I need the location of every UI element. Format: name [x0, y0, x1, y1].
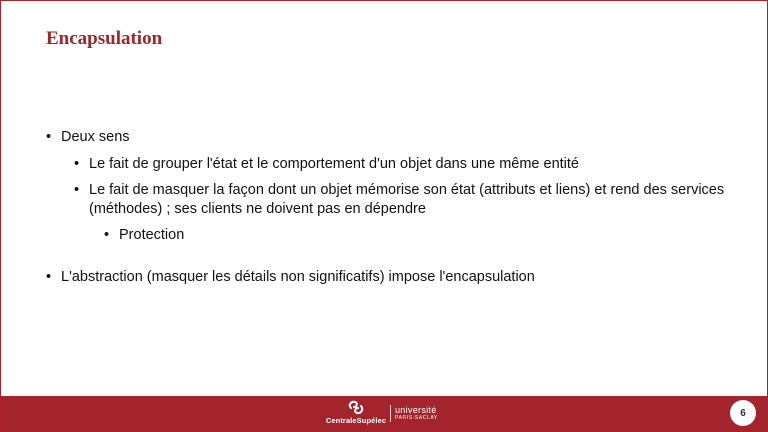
- paris-saclay-wordmark: PARIS-SACLAY: [395, 415, 438, 421]
- bullet-masquer: [46, 181, 736, 219]
- bullet-deux-sens: [46, 128, 736, 147]
- bullet-text: Le fait de grouper l'état et le comportement d'un objet dans une même entité: [89, 156, 579, 172]
- bullet-list: [46, 128, 736, 287]
- page-number-badge: 6: [730, 400, 756, 426]
- logo-divider: [390, 405, 391, 422]
- bullet-grouper: [46, 155, 736, 174]
- bullet-marker: •: [104, 227, 110, 243]
- universite-wordmark: université: [395, 405, 437, 415]
- bullet-marker: •: [74, 156, 80, 172]
- footer-bar: [1, 396, 767, 431]
- bullet-protection: [46, 226, 736, 245]
- universite-paris-saclay-logo: [395, 405, 438, 422]
- centralesupelec-mark-icon: [347, 400, 365, 415]
- bullet-marker: •: [74, 182, 80, 198]
- centralesupelec-logo: [324, 400, 388, 425]
- bullet-text: Le fait de masquer la façon dont un objet mémorise son état (attributs et liens) et rend des services (méthodes) ; ses clients ne doivent pas en dépendre: [89, 182, 725, 217]
- bullet-marker: •: [46, 129, 52, 145]
- bullet-text: L'abstraction (masquer les détails non significatifs) impose l'encapsulation: [61, 269, 535, 285]
- bullet-text: Deux sens: [61, 129, 130, 145]
- centralesupelec-wordmark: CentraleSupélec: [325, 416, 387, 425]
- slide-title: Encapsulation: [46, 28, 163, 49]
- bullet-marker: •: [46, 269, 52, 285]
- bullet-abstraction: [46, 268, 736, 287]
- bullet-text: Protection: [119, 227, 185, 243]
